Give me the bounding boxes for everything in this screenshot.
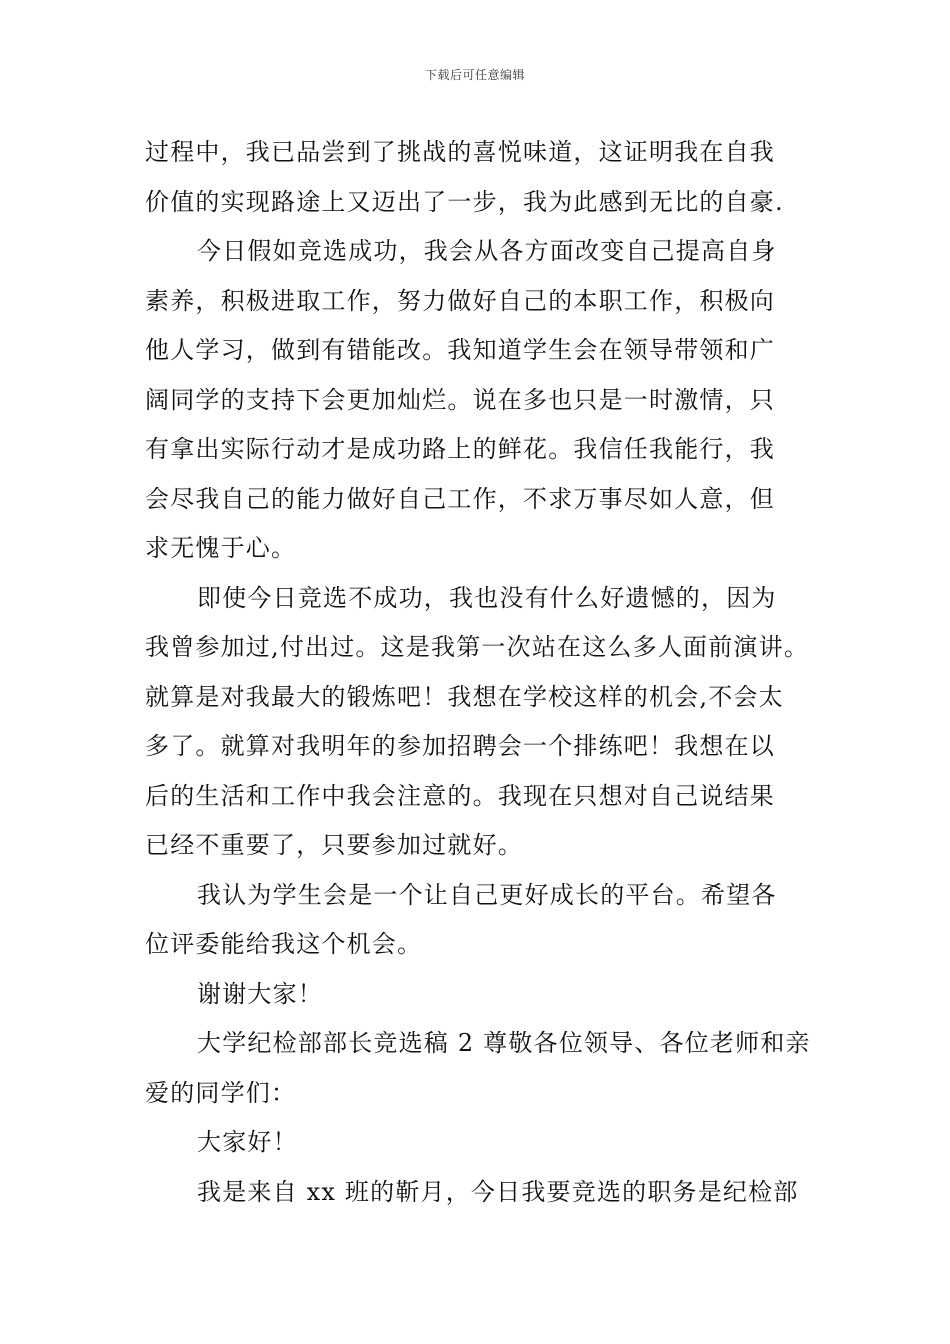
text-line: 就算是对我最大的锻炼吧！我想在学校这样的机会,不会太 xyxy=(145,682,784,711)
text-line: 素养，积极进取工作，努力做好自己的本职工作，积极向 xyxy=(145,286,775,315)
text-line: 即使今日竞选不成功，我也没有什么好遗憾的，因为 xyxy=(197,583,777,612)
text-line: 多了。就算对我明年的参加招聘会一个排练吧！我想在以 xyxy=(145,732,775,760)
text-line: 后的生活和工作中我会注意的。我现在只想对自己说结果 xyxy=(145,781,775,810)
text-line: 我是来自 xx 班的靳月，今日我要竞选的职务是纪检部 xyxy=(197,1177,799,1206)
text-line: 位评委能给我这个机会。 xyxy=(145,930,423,958)
text-line: 我曾参加过,付出过。这是我第一次站在这么多人面前演讲。 xyxy=(145,633,810,661)
document-body xyxy=(145,128,810,1217)
text-line: 今日假如竞选成功，我会从各方面改变自己提高自身 xyxy=(197,237,777,265)
text-line: 阔同学的支持下会更加灿烂。说在多也只是一时激情，只 xyxy=(145,385,775,414)
text-line: 有拿出实际行动才是成功路上的鲜花。我信任我能行，我 xyxy=(145,435,775,463)
text-line: 他人学习，做到有错能改。我知道学生会在领导带领和广 xyxy=(145,336,775,364)
text-line: 大学纪检部部长竞选稿 2 尊敬各位领导、各位老师和亲 xyxy=(197,1029,811,1057)
text-line: 会尽我自己的能力做好自己工作，不求万事尽如人意，但 xyxy=(145,484,775,513)
text-line: 大家好！ xyxy=(197,1128,298,1156)
text-line: 我认为学生会是一个让自己更好成长的平台。希望各 xyxy=(197,880,777,909)
text-line: 价值的实现路途上又迈出了一步，我为此感到无比的自豪. xyxy=(145,187,784,216)
text-line: 求无愧于心。 xyxy=(145,534,297,562)
text-line: 已经不重要了，只要参加过就好。 xyxy=(145,831,523,859)
header-note: 下载后可任意编辑 xyxy=(424,68,525,82)
text-line: 过程中，我已品尝到了挑战的喜悦味道，这证明我在自我 xyxy=(145,138,775,166)
text-line: 爱的同学们： xyxy=(145,1078,297,1107)
text-line: 谢谢大家！ xyxy=(197,979,323,1008)
